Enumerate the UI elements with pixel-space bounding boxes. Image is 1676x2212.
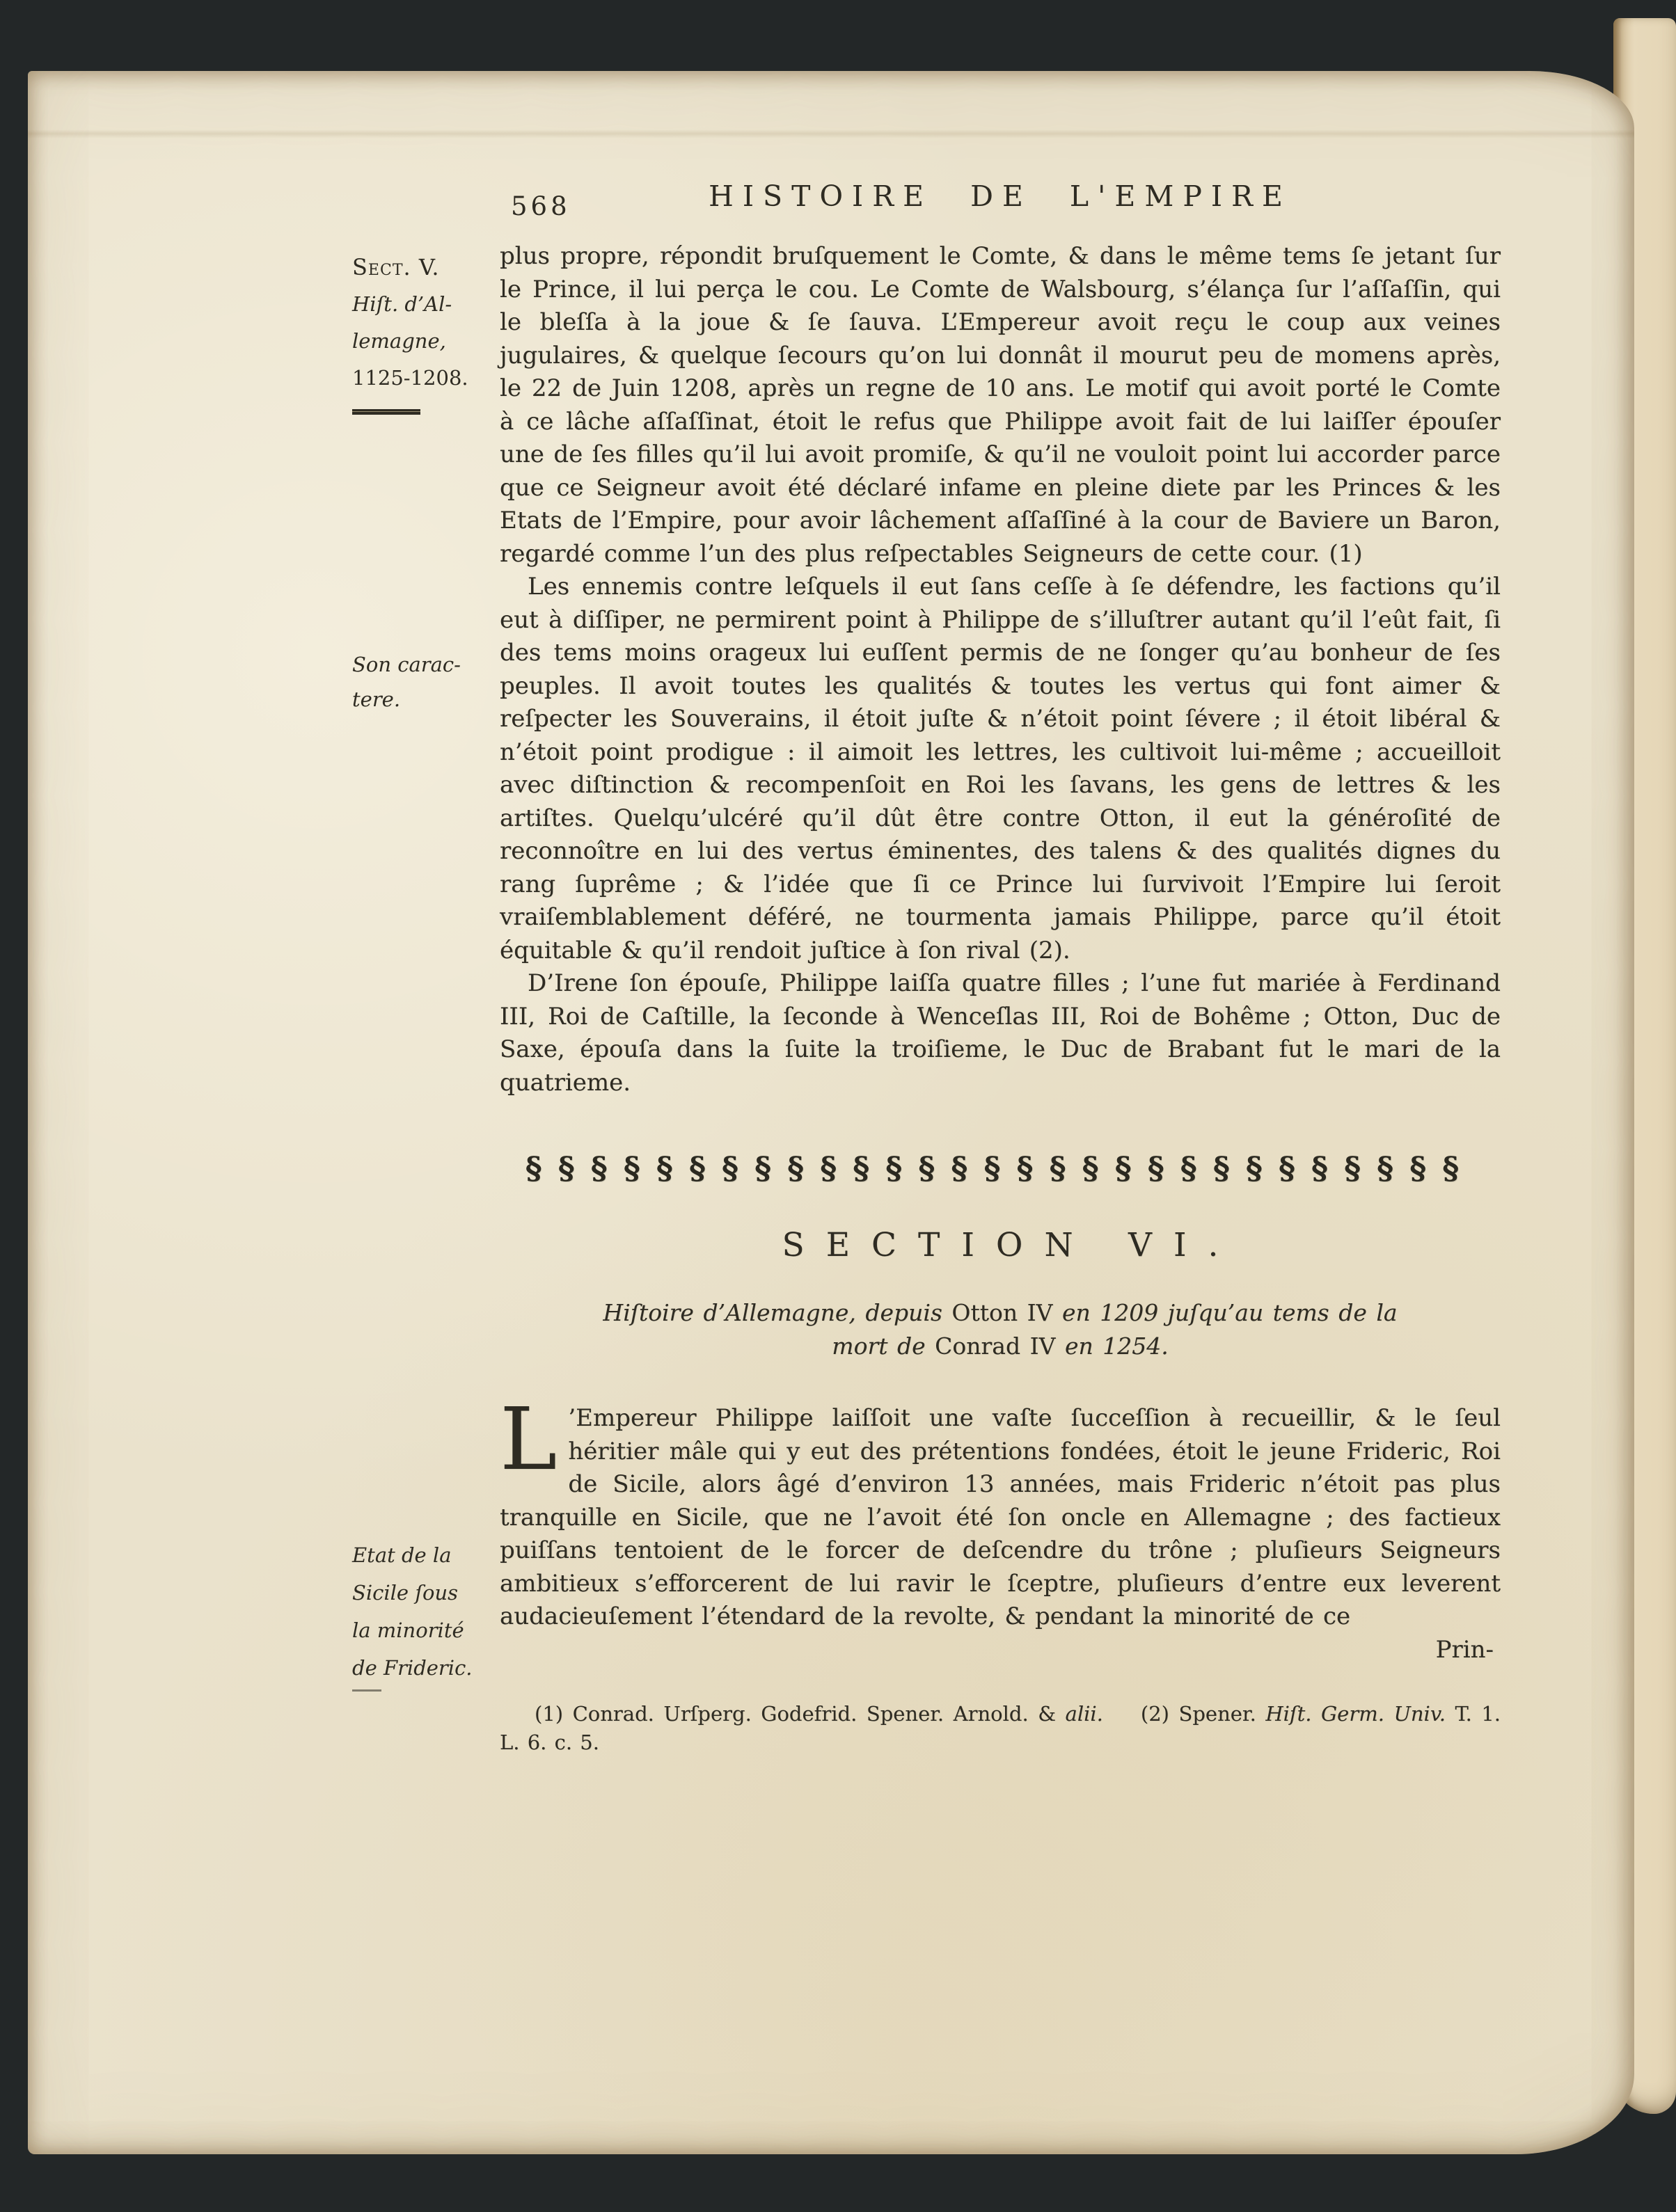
catchword: Prin- [1435,1635,1494,1664]
margin-note-line: Hiſt. d’Al- [352,292,452,316]
margin-note-line: Son carac- [352,653,461,676]
paragraph-character: Les ennemis contre leſquels il eut ſans ceſſe à ſe défendre, les factions qu’il eut à diſſiper, ne permirent point à Philippe de s’illuſtrer autant qu’il l’eût fait, ſi des tems moins orageux lui euſſent permis de ne ſonger qu’au bonheur de ſes peuples. Il avoit toutes les qualités & toutes les vertus qui font aimer & reſpecter les Souverains, il étoit juſte & n’étoit point ſévere ; il étoit libéral & n’étoit point prodigue : il aimoit les lettres, les cultivoit lui-même ; accueilloit avec diſtinction & recompenſoit en Roi les ſavans, les gens de lettres & les artiſtes. Quelqu’ulcéré qu’il dût être contre Otton, il eut la généroſité de reconnoître en lui des vertus éminentes, des talens & des qualités dignes du rang ſuprême ; & l’idée que ſi ce Prince lui ſurvivoit l’Empire lui ſeroit vraiſemblablement déféré, ne tourmenta jamais Philippe, parce qu’il étoit équitable & qu’il rendoit juſtice à ſon rival (2). [500,573,1501,964]
running-title: HISTOIRE DE L'EMPIRE [709,180,1292,213]
book-page [28,71,1634,2154]
subtitle-segment: en 1209 juſqu’au tems de la mort de [832,1299,1398,1360]
footnote-1-italic: alii. [1065,1702,1103,1726]
margin-note-sicile [352,1536,495,1692]
margin-note-underline [352,1689,381,1692]
margin-note-caractere [352,647,495,717]
footnote-1-text: (1) Conrad. Urſperg. Godefrid. Spener. Arnold. & [535,1702,1066,1726]
section-subtitle [590,1296,1411,1363]
subtitle-segment: en 1254. [1055,1332,1169,1360]
margin-note-line: tere. [352,687,401,711]
margin-note-line: lemagne, [352,329,446,353]
paragraph-daughters: D’Irene ſon épouſe, Philippe laiſſa quatre filles ; l’une fut mariée à Ferdinand III, Roi de Caſtille, la ſeconde à Wenceſlas III, Roi de Bohême ; Otton, Duc de Saxe, épouſa dans la ſuite la troiſieme, le Duc de Brabant fut le mari de la quatrieme. [500,969,1501,1097]
subtitle-name-otton: Otton IV [951,1299,1053,1326]
margin-note-line: la minorité [352,1618,464,1642]
margin-note-line: Etat de la [352,1543,452,1567]
paragraph-frideric [500,1390,1501,1634]
margin-note-line: de Frideric. [352,1656,473,1680]
footnotes [500,1700,1501,1757]
subtitle-name-conrad: Conrad IV [935,1332,1056,1360]
subtitle-segment: Hiſtoire d’Allemagne, depuis [603,1299,952,1326]
section-heading: SECTION VI. [782,1225,1240,1264]
margin-rule [352,409,420,415]
footnote-2-text: (2) Spener. [1140,1702,1266,1726]
paragraph-text: ’Empereur Philippe laiſſoit une vaſte ſucceſſion à recueillir, & le ſeul héritier mâle qui y eut des prétentions fondées, étoit le jeune Frideric, Roi de Sicile, alors âgé d’environ 13 années, mais Frideric n’étoit pas plus tranquille en Sicile, que ne l’avoit été ſon oncle en Allemagne ; des factieux puiſſans tentoient de le forcer de deſcendre du trône ; pluſieurs Seigneurs ambitieux s’efforcerent de lui ravir le ſceptre, pluſieurs d’entre eux leverent audacieuſement l’étendard de la revolte, & pendant la minorité de ce [500,1404,1501,1630]
footnote-2-italic: Hiſt. Germ. Univ. [1265,1702,1446,1726]
ornament-band: §§§§§§§§§§§§§§§§§§§§§§§§§§§§§ [525,1150,1476,1186]
margin-note-section-v [352,249,495,415]
paragraph-philippe-death: plus propre, répondit bruſquement le Comte, & dans le même tems ſe jetant ſur le Prince, il lui perça le cou. Le Comte de Walsbourg, s’élança ſur l’aſſaſſin, qui le bleſſa à la joue & ſe ſauva. L’Empereur avoit reçu le coup aux veines jugulaires, & quelque ſecours qu’on lui donnât il mourut peu de momens après, le 22 de Juin 1208, après un regne de 10 ans. Le motif qui avoit porté le Comte à ce lâche aſſaſſinat, étoit le refus que Philippe avoit fait de lui laiſſer épouſer une de ſes filles qu’il lui avoit promiſe, & qu’il ne vouloit point lui accorder parce que ce Seigneur avoit été déclaré infame en pleine diete par les Princes & les Etats de l’Empire, pour avoir lâchement aſſaſſiné à la cour de Baviere un Baron, regardé comme l’un des plus reſpectables Seigneurs de cette cour. (1) [500,242,1501,568]
margin-note-line: 1125-1208. [352,366,468,390]
page-number: 568 [511,191,571,221]
margin-note-line: Sect. V. [352,254,440,280]
margin-note-line: Sicile ſous [352,1581,459,1605]
footnote-2-ref: T. 1. L. 6. c. 5. [500,1702,1501,1754]
running-head [500,180,1501,221]
text-column [500,240,1501,1757]
drop-cap: L [500,1390,558,1490]
